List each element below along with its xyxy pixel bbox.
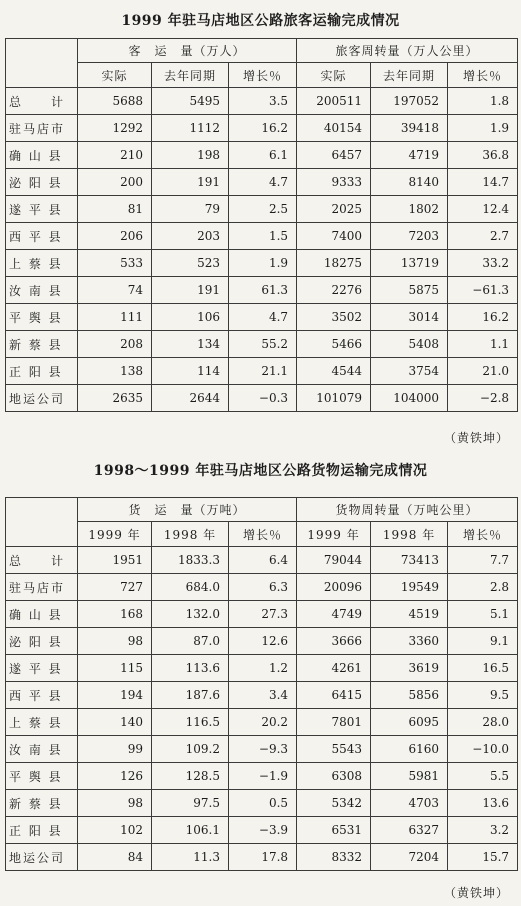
table-cell: −9.3 xyxy=(229,736,297,763)
table-cell: 2644 xyxy=(152,385,229,412)
row-label-cell: 地运公司 xyxy=(6,385,78,412)
table-cell: 5.1 xyxy=(448,601,518,628)
table-cell: 74 xyxy=(78,277,152,304)
table-cell: 12.6 xyxy=(229,628,297,655)
table-cell: 1112 xyxy=(152,115,229,142)
row-label-cell: 正 阳 县 xyxy=(6,817,78,844)
table-cell: 1.5 xyxy=(229,223,297,250)
table-cell: 140 xyxy=(78,709,152,736)
table1-body xyxy=(6,88,518,412)
table-cell: 2276 xyxy=(297,277,371,304)
table-cell: 6160 xyxy=(371,736,448,763)
row-label-cell: 确 山 县 xyxy=(6,601,78,628)
table-row xyxy=(6,304,518,331)
table-row xyxy=(6,115,518,142)
table-cell: 55.2 xyxy=(229,331,297,358)
table-cell: 6308 xyxy=(297,763,371,790)
table-cell: 200511 xyxy=(297,88,371,115)
table2-body xyxy=(6,547,518,871)
table-cell: 198 xyxy=(152,142,229,169)
row-label-cell: 正 阳 县 xyxy=(6,358,78,385)
table-row xyxy=(6,709,518,736)
table-row xyxy=(6,655,518,682)
table-cell: 1951 xyxy=(78,547,152,574)
table-cell: 7801 xyxy=(297,709,371,736)
table-cell: 13719 xyxy=(371,250,448,277)
row-label-cell: 上 蔡 县 xyxy=(6,709,78,736)
table-cell: 106 xyxy=(152,304,229,331)
table-cell: 14.7 xyxy=(448,169,518,196)
table-cell: 200 xyxy=(78,169,152,196)
table-cell: 126 xyxy=(78,763,152,790)
row-label-cell: 平 舆 县 xyxy=(6,763,78,790)
table-cell: 4719 xyxy=(371,142,448,169)
table-cell: 6531 xyxy=(297,817,371,844)
table-cell: −61.3 xyxy=(448,277,518,304)
row-label-cell: 总 计 xyxy=(6,88,78,115)
table-row xyxy=(6,682,518,709)
row-label-cell: 驻马店市 xyxy=(6,115,78,142)
table-cell: 208 xyxy=(78,331,152,358)
table-cell: 2.5 xyxy=(229,196,297,223)
table-cell: 203 xyxy=(152,223,229,250)
table-cell: 191 xyxy=(152,277,229,304)
table-cell: 3.2 xyxy=(448,817,518,844)
table-cell: 3666 xyxy=(297,628,371,655)
table-cell: 1.9 xyxy=(448,115,518,142)
table1-column-header: 实际 xyxy=(78,63,152,88)
table-row xyxy=(6,88,518,115)
table-cell: 8140 xyxy=(371,169,448,196)
table2-column-header: 1998 年 xyxy=(152,522,229,547)
table-cell: −2.8 xyxy=(448,385,518,412)
table-cell: 1.9 xyxy=(229,250,297,277)
row-label-cell: 西 平 县 xyxy=(6,682,78,709)
table-cell: 79044 xyxy=(297,547,371,574)
table-cell: 194 xyxy=(78,682,152,709)
table-cell: 17.8 xyxy=(229,844,297,871)
table-cell: 132.0 xyxy=(152,601,229,628)
table-cell: 99 xyxy=(78,736,152,763)
table-cell: 3754 xyxy=(371,358,448,385)
table-cell: 113.6 xyxy=(152,655,229,682)
table-cell: 3.5 xyxy=(229,88,297,115)
table-cell: 4.7 xyxy=(229,304,297,331)
table-cell: 4544 xyxy=(297,358,371,385)
table-cell: −10.0 xyxy=(448,736,518,763)
table-cell: 16.2 xyxy=(448,304,518,331)
table-cell: 9.5 xyxy=(448,682,518,709)
table-cell: 19549 xyxy=(371,574,448,601)
table-cell: 73413 xyxy=(371,547,448,574)
table-cell: 197052 xyxy=(371,88,448,115)
table-row xyxy=(6,331,518,358)
table-cell: 12.4 xyxy=(448,196,518,223)
table-cell: 15.7 xyxy=(448,844,518,871)
table-cell: 191 xyxy=(152,169,229,196)
table1-column-header: 实际 xyxy=(297,63,371,88)
table-cell: 21.0 xyxy=(448,358,518,385)
table-cell: 7400 xyxy=(297,223,371,250)
table-cell: 97.5 xyxy=(152,790,229,817)
table2-title: 1998～1999 年驻马店地区公路货物运输完成情况 xyxy=(93,463,428,479)
table-cell: 1292 xyxy=(78,115,152,142)
table-cell: 21.1 xyxy=(229,358,297,385)
table-cell: 138 xyxy=(78,358,152,385)
table-cell: 206 xyxy=(78,223,152,250)
table1-group-header: 客 运 量（万人） xyxy=(78,39,297,63)
table-cell: 11.3 xyxy=(152,844,229,871)
table-cell: 4.7 xyxy=(229,169,297,196)
table-cell: 115 xyxy=(78,655,152,682)
table-row xyxy=(6,790,518,817)
table-cell: 3.4 xyxy=(229,682,297,709)
table2-credit: （黄铁坤） xyxy=(443,886,509,900)
table-cell: 87.0 xyxy=(152,628,229,655)
table-cell: 533 xyxy=(78,250,152,277)
table-cell: 187.6 xyxy=(152,682,229,709)
row-label-cell: 新 蔡 县 xyxy=(6,790,78,817)
table-cell: 13.6 xyxy=(448,790,518,817)
table-cell: 5342 xyxy=(297,790,371,817)
row-label-cell: 平 舆 县 xyxy=(6,304,78,331)
row-label-cell: 地运公司 xyxy=(6,844,78,871)
table-cell: 98 xyxy=(78,790,152,817)
table-cell: 102 xyxy=(78,817,152,844)
table2-corner-cell xyxy=(6,498,78,547)
row-label-cell: 确 山 县 xyxy=(6,142,78,169)
table-row xyxy=(6,250,518,277)
table-cell: 2.7 xyxy=(448,223,518,250)
table1-column-header: 去年同期 xyxy=(371,63,448,88)
table1-column-header: 去年同期 xyxy=(152,63,229,88)
table-cell: 4749 xyxy=(297,601,371,628)
table-cell: 3014 xyxy=(371,304,448,331)
table-row xyxy=(6,763,518,790)
table-cell: 33.2 xyxy=(448,250,518,277)
table-cell: 20096 xyxy=(297,574,371,601)
table-cell: 7.7 xyxy=(448,547,518,574)
table-cell: 5495 xyxy=(152,88,229,115)
table-cell: 16.5 xyxy=(448,655,518,682)
table-row xyxy=(6,142,518,169)
table-cell: 9.1 xyxy=(448,628,518,655)
table-cell: 16.2 xyxy=(229,115,297,142)
table-row xyxy=(6,817,518,844)
table-cell: 4261 xyxy=(297,655,371,682)
table2-group-header: 货 运 量（万吨） xyxy=(78,498,297,522)
table-cell: 84 xyxy=(78,844,152,871)
table-cell: 210 xyxy=(78,142,152,169)
row-label-cell: 上 蔡 县 xyxy=(6,250,78,277)
table-cell: −3.9 xyxy=(229,817,297,844)
table-cell: 2025 xyxy=(297,196,371,223)
row-label-cell: 新 蔡 县 xyxy=(6,331,78,358)
table-cell: 81 xyxy=(78,196,152,223)
row-label-cell: 泌 阳 县 xyxy=(6,169,78,196)
table-cell: 5.5 xyxy=(448,763,518,790)
table-cell: 5408 xyxy=(371,331,448,358)
table-cell: −0.3 xyxy=(229,385,297,412)
table-cell: 111 xyxy=(78,304,152,331)
table2-group-header: 货物周转量（万吨公里） xyxy=(297,498,518,522)
table-cell: 101079 xyxy=(297,385,371,412)
passenger-transport-table xyxy=(5,38,518,412)
table2-column-header: 增长％ xyxy=(448,522,518,547)
table-row xyxy=(6,547,518,574)
table2-column-header: 1999 年 xyxy=(297,522,371,547)
table-row xyxy=(6,277,518,304)
table-cell: 6327 xyxy=(371,817,448,844)
table-cell: 134 xyxy=(152,331,229,358)
table-cell: 5688 xyxy=(78,88,152,115)
table-row xyxy=(6,844,518,871)
row-label-cell: 遂 平 县 xyxy=(6,196,78,223)
table-cell: 6.4 xyxy=(229,547,297,574)
table-cell: 116.5 xyxy=(152,709,229,736)
table-cell: 61.3 xyxy=(229,277,297,304)
table-cell: 727 xyxy=(78,574,152,601)
table2-column-header: 增长％ xyxy=(229,522,297,547)
table-cell: 5543 xyxy=(297,736,371,763)
table-cell: 106.1 xyxy=(152,817,229,844)
table-cell: 5856 xyxy=(371,682,448,709)
table-cell: 6.1 xyxy=(229,142,297,169)
row-label-cell: 遂 平 县 xyxy=(6,655,78,682)
table-cell: 6415 xyxy=(297,682,371,709)
table-row xyxy=(6,736,518,763)
row-label-cell: 驻马店市 xyxy=(6,574,78,601)
table-cell: 128.5 xyxy=(152,763,229,790)
table-cell: 1.8 xyxy=(448,88,518,115)
table-cell: 40154 xyxy=(297,115,371,142)
row-label-cell: 西 平 县 xyxy=(6,223,78,250)
table-cell: 109.2 xyxy=(152,736,229,763)
table-cell: 98 xyxy=(78,628,152,655)
table-cell: 79 xyxy=(152,196,229,223)
table1-group-header: 旅客周转量（万人公里） xyxy=(297,39,518,63)
table-cell: 5875 xyxy=(371,277,448,304)
table-cell: 5466 xyxy=(297,331,371,358)
table-cell: 6457 xyxy=(297,142,371,169)
table-cell: 168 xyxy=(78,601,152,628)
table-cell: −1.9 xyxy=(229,763,297,790)
table-cell: 7203 xyxy=(371,223,448,250)
freight-transport-table xyxy=(5,497,518,871)
table-row xyxy=(6,223,518,250)
table-cell: 2635 xyxy=(78,385,152,412)
table2-column-header: 1998 年 xyxy=(371,522,448,547)
table-cell: 4519 xyxy=(371,601,448,628)
table-cell: 104000 xyxy=(371,385,448,412)
table-row xyxy=(6,169,518,196)
table-cell: 39418 xyxy=(371,115,448,142)
table-row xyxy=(6,574,518,601)
table2-column-header: 1999 年 xyxy=(78,522,152,547)
table-cell: 5981 xyxy=(371,763,448,790)
table-cell: 27.3 xyxy=(229,601,297,628)
table-cell: 8332 xyxy=(297,844,371,871)
table-row xyxy=(6,385,518,412)
table-cell: 7204 xyxy=(371,844,448,871)
table1-title: 1999 年驻马店地区公路旅客运输完成情况 xyxy=(121,13,400,29)
row-label-cell: 汝 南 县 xyxy=(6,736,78,763)
table-cell: 1833.3 xyxy=(152,547,229,574)
table-cell: 36.8 xyxy=(448,142,518,169)
table-cell: 28.0 xyxy=(448,709,518,736)
table-cell: 3619 xyxy=(371,655,448,682)
table-cell: 9333 xyxy=(297,169,371,196)
table-row xyxy=(6,628,518,655)
table-cell: 20.2 xyxy=(229,709,297,736)
table-row xyxy=(6,196,518,223)
table1-column-header: 增长％ xyxy=(229,63,297,88)
table1-column-header: 增长％ xyxy=(448,63,518,88)
table-cell: 6095 xyxy=(371,709,448,736)
table-cell: 1802 xyxy=(371,196,448,223)
table-cell: 523 xyxy=(152,250,229,277)
table-cell: 6.3 xyxy=(229,574,297,601)
table-cell: 4703 xyxy=(371,790,448,817)
table1-credit: （黄铁坤） xyxy=(443,431,509,445)
table-cell: 2.8 xyxy=(448,574,518,601)
row-label-cell: 汝 南 县 xyxy=(6,277,78,304)
table1-corner-cell xyxy=(6,39,78,88)
table-cell: 1.1 xyxy=(448,331,518,358)
table-cell: 18275 xyxy=(297,250,371,277)
table-row xyxy=(6,601,518,628)
table-row xyxy=(6,358,518,385)
table-cell: 684.0 xyxy=(152,574,229,601)
row-label-cell: 泌 阳 县 xyxy=(6,628,78,655)
row-label-cell: 总 计 xyxy=(6,547,78,574)
table-cell: 3360 xyxy=(371,628,448,655)
table-cell: 1.2 xyxy=(229,655,297,682)
table-cell: 114 xyxy=(152,358,229,385)
table-cell: 0.5 xyxy=(229,790,297,817)
table-cell: 3502 xyxy=(297,304,371,331)
